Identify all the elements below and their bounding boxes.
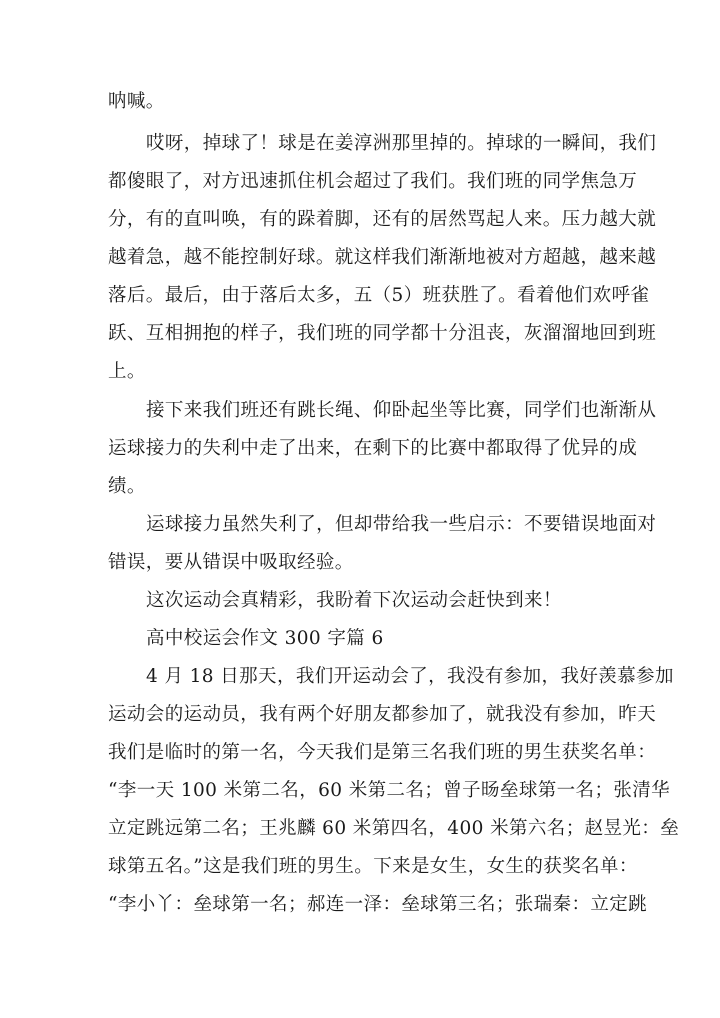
text-line-16: 4 月 18 日那天，我们开运动会了，我没有参加，我好羡慕参加 — [146, 666, 674, 687]
text-line-6: 落后。最后，由于落后太多，五（5）班获胜了。看着他们欢呼雀 — [108, 285, 650, 306]
text-line-22: “李小丫：垒球第一名；郝连一泽：垒球第三名；张瑞秦：立定跳 — [108, 894, 648, 915]
text-line-13: 错误，要从错误中吸取经验。 — [108, 552, 354, 573]
text-line-19: “李一天 100 米第二名，60 米第二名；曾子旸垒球第一名；张清华 — [108, 780, 671, 801]
text-line-21: 球第五名。”这是我们班的男生。下来是女生，女生的获奖名单： — [108, 856, 638, 877]
text-line-1: 呐喊。 — [108, 91, 165, 112]
text-line-3: 都傻眼了，对方迅速抓住机会超过了我们。我们班的同学焦急万 — [108, 171, 638, 192]
text-line-5: 越着急，越不能控制好球。就这样我们渐渐地被对方超越，越来越 — [108, 247, 657, 268]
section-heading: 高中校运会作文 300 字篇 6 — [146, 628, 384, 649]
text-line-2: 哎呀，掉球了！球是在姜淳洲那里掉的。掉球的一瞬间，我们 — [146, 133, 657, 154]
text-line-8: 上。 — [108, 361, 146, 382]
text-line-4: 分，有的直叫唤，有的跺着脚，还有的居然骂起人来。压力越大就 — [108, 209, 657, 230]
text-line-14: 这次运动会真精彩，我盼着下次运动会赶快到来！ — [146, 590, 562, 611]
text-line-18: 我们是临时的第一名，今天我们是第三名我们班的男生获奖名单： — [108, 742, 657, 763]
text-line-17: 运动会的运动员，我有两个好朋友都参加了，就我没有参加，昨天 — [108, 704, 657, 725]
text-line-11: 绩。 — [108, 476, 146, 497]
text-line-12: 运球接力虽然失利了，但却带给我一些启示：不要错误地面对 — [146, 514, 657, 535]
text-line-10: 运球接力的失利中走了出来，在剩下的比赛中都取得了优异的成 — [108, 438, 638, 459]
text-line-9: 接下来我们班还有跳长绳、仰卧起坐等比赛，同学们也渐渐从 — [146, 400, 657, 421]
text-line-7: 跃、互相拥抱的样子，我们班的同学都十分沮丧，灰溜溜地回到班 — [108, 323, 657, 344]
text-line-20: 立定跳远第二名；王兆麟 60 米第四名，400 米第六名；赵昱光：垒 — [108, 818, 680, 839]
